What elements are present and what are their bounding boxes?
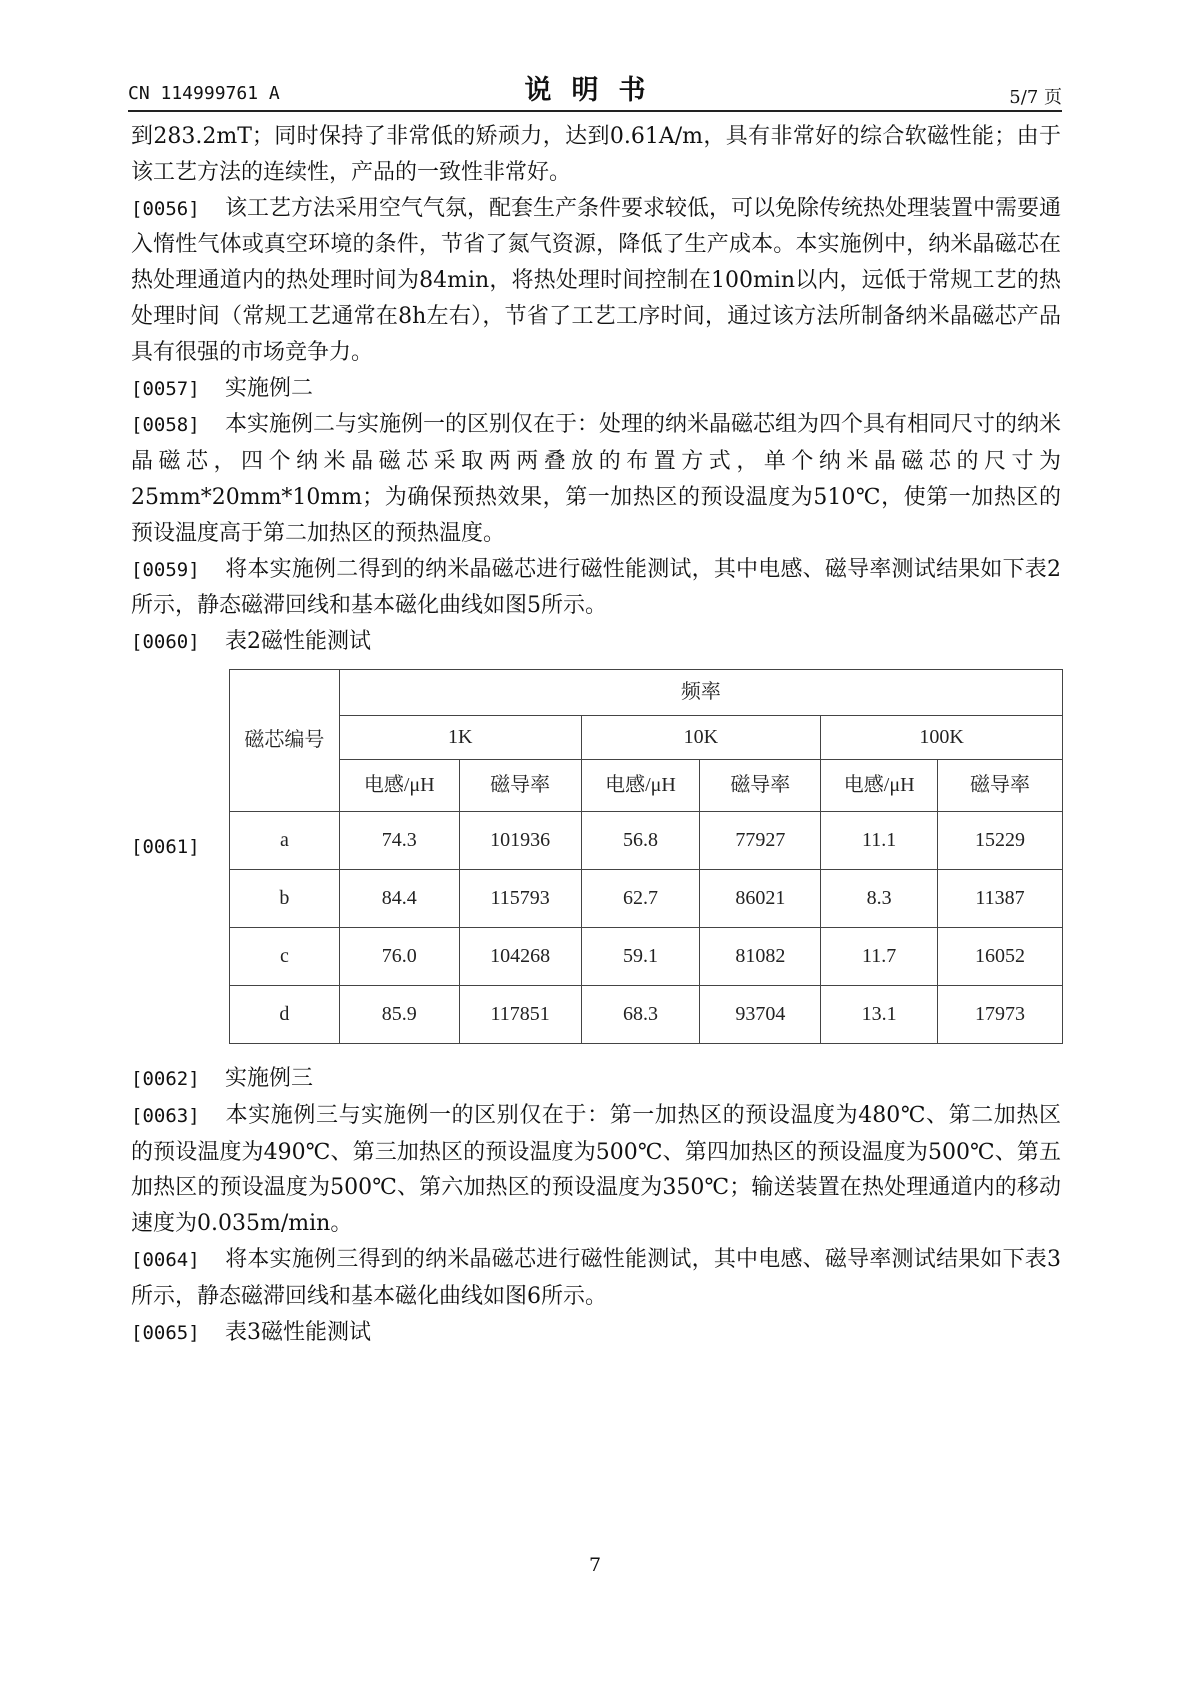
- table-cell: 11.1: [821, 811, 938, 869]
- table-cell: 117851: [459, 985, 581, 1043]
- table-block: [131, 665, 1061, 1061]
- page-header: [128, 66, 1062, 110]
- paragraph-number: [0058]: [131, 414, 200, 437]
- paragraph-number: [0062]: [131, 1067, 200, 1090]
- table-header-row: [230, 669, 1063, 715]
- table-row: [230, 811, 1063, 869]
- paragraph-0063: [131, 1098, 1061, 1242]
- table-row: [230, 869, 1063, 927]
- table-cell: 16052: [938, 927, 1063, 985]
- inductance-header: 电感/μH: [339, 759, 459, 811]
- table-cell: 62.7: [581, 869, 700, 927]
- paragraph-number: [0056]: [131, 197, 200, 220]
- paragraph-number: [0064]: [131, 1248, 200, 1271]
- table-cell: 17973: [938, 985, 1063, 1043]
- paragraph-0056: [131, 191, 1061, 371]
- section-heading: 实施例三: [225, 1065, 314, 1091]
- core-id-cell: b: [230, 869, 340, 927]
- inductance-header: 电感/μH: [581, 759, 700, 811]
- table-cell: 77927: [700, 811, 821, 869]
- table-cell: 8.3: [821, 869, 938, 927]
- paragraph-number: [0059]: [131, 558, 200, 581]
- table-cell: 68.3: [581, 985, 700, 1043]
- table-cell: 84.4: [339, 869, 459, 927]
- core-id-cell: d: [230, 985, 340, 1043]
- paragraph-text: 该工艺方法采用空气气氛，配套生产条件要求较低，可以免除传统热处理装置中需要通入惰性气体或真空环境的条件，节省了氮气资源，降低了生产成本。本实施例中，纳米晶磁芯在热处理通道内的热处理时间为84min，将热处理时间控制在100min以内，远低于常规工艺的热处理时间（常规工艺通常在8h左右），节省了工艺工序时间，通过该方法所制备纳米晶磁芯产品具有很强的市场竞争力。: [131, 195, 1062, 365]
- magnetic-performance-table: [229, 669, 1063, 1044]
- table-cell: 115793: [459, 869, 581, 927]
- table-cell: 13.1: [821, 985, 938, 1043]
- paragraph-number: [0060]: [131, 631, 200, 654]
- document-title: 说明书: [524, 75, 666, 106]
- frequency-header: 频率: [339, 669, 1062, 715]
- paragraph-text: 本实施例二与实施例一的区别仅在于：处理的纳米晶磁芯组为四个具有相同尺寸的纳米晶磁芯，四个纳米晶磁芯采取两两叠放的布置方式，单个纳米晶磁芯的尺寸为25mm*20mm*10mm；为确保预热效果，第一加热区的预设温度为510℃，使第一加热区的预设温度高于第二加热区的预热温度。: [131, 412, 1062, 546]
- paragraph-0057: [131, 371, 1061, 408]
- section-heading: 实施例二: [225, 375, 314, 401]
- header-rule: [128, 110, 1062, 112]
- table-cell: 56.8: [581, 811, 700, 869]
- paragraph-0059: [131, 552, 1061, 625]
- core-id-header: 磁芯编号: [230, 669, 340, 811]
- table-row: [230, 927, 1063, 985]
- table-cell: 93704: [700, 985, 821, 1043]
- paragraph-number: [0065]: [131, 1321, 200, 1344]
- table-cell: 104268: [459, 927, 581, 985]
- table-row: [230, 985, 1063, 1043]
- table-cell: 11387: [938, 869, 1063, 927]
- page-number: 7: [588, 1554, 602, 1576]
- table-cell: 11.7: [821, 927, 938, 985]
- paragraph-text: 将本实施例二得到的纳米晶磁芯进行磁性能测试，其中电感、磁导率测试结果如下表2所示，静态磁滞回线和基本磁化曲线如图5所示。: [131, 556, 1061, 619]
- permeability-header: 磁导率: [938, 759, 1063, 811]
- permeability-header: 磁导率: [700, 759, 821, 811]
- paragraph-text: 到283.2mT；同时保持了非常低的矫顽力，达到0.61A/m，具有非常好的综合软磁性能；由于该工艺方法的连续性，产品的一致性非常好。: [131, 124, 1061, 185]
- frequency-100k: 100K: [821, 715, 1063, 759]
- table-cell: 59.1: [581, 927, 700, 985]
- paragraph-text: 将本实施例三得到的纳米晶磁芯进行磁性能测试，其中电感、磁导率测试结果如下表3所示，静态磁滞回线和基本磁化曲线如图6所示。: [131, 1246, 1061, 1309]
- paragraph-number: [0057]: [131, 377, 200, 400]
- table-cell: 81082: [700, 927, 821, 985]
- patent-number: CN 114999761 A: [128, 83, 280, 104]
- table-cell: 101936: [459, 811, 581, 869]
- table-cell: 86021: [700, 869, 821, 927]
- paragraph-0065: [131, 1315, 1061, 1352]
- core-id-cell: c: [230, 927, 340, 985]
- table-caption: 表3磁性能测试: [225, 1319, 371, 1345]
- table-cell: 85.9: [339, 985, 459, 1043]
- paragraph-text: 本实施例三与实施例一的区别仅在于：第一加热区的预设温度为480℃、第二加热区的预设温度为490℃、第三加热区的预设温度为500℃、第四加热区的预设温度为500℃、第五加热区的预设温度为500℃、第六加热区的预设温度为350℃；输送装置在热处理通道内的移动速度为0.035m/min。: [131, 1102, 1061, 1237]
- paragraph-continued: [131, 119, 1061, 191]
- table-cell: 15229: [938, 811, 1063, 869]
- table-cell: 74.3: [339, 811, 459, 869]
- table-header-row: [230, 715, 1063, 759]
- page-label: 5/7 页: [1009, 87, 1062, 108]
- paragraph-0058: [131, 407, 1061, 551]
- table-header-row: [230, 759, 1063, 811]
- inductance-header: 电感/μH: [821, 759, 938, 811]
- core-id-cell: a: [230, 811, 340, 869]
- paragraph-number: [0063]: [131, 1104, 200, 1127]
- paragraph-0064: [131, 1242, 1061, 1315]
- frequency-10k: 10K: [581, 715, 821, 759]
- frequency-1k: 1K: [339, 715, 581, 759]
- table-caption: 表2磁性能测试: [225, 629, 371, 655]
- paragraph-0062: [131, 1061, 1061, 1098]
- document-body: [131, 119, 1061, 1351]
- permeability-header: 磁导率: [459, 759, 581, 811]
- paragraph-number: [0061]: [131, 835, 200, 858]
- table-cell: 76.0: [339, 927, 459, 985]
- paragraph-0060: [131, 624, 1061, 661]
